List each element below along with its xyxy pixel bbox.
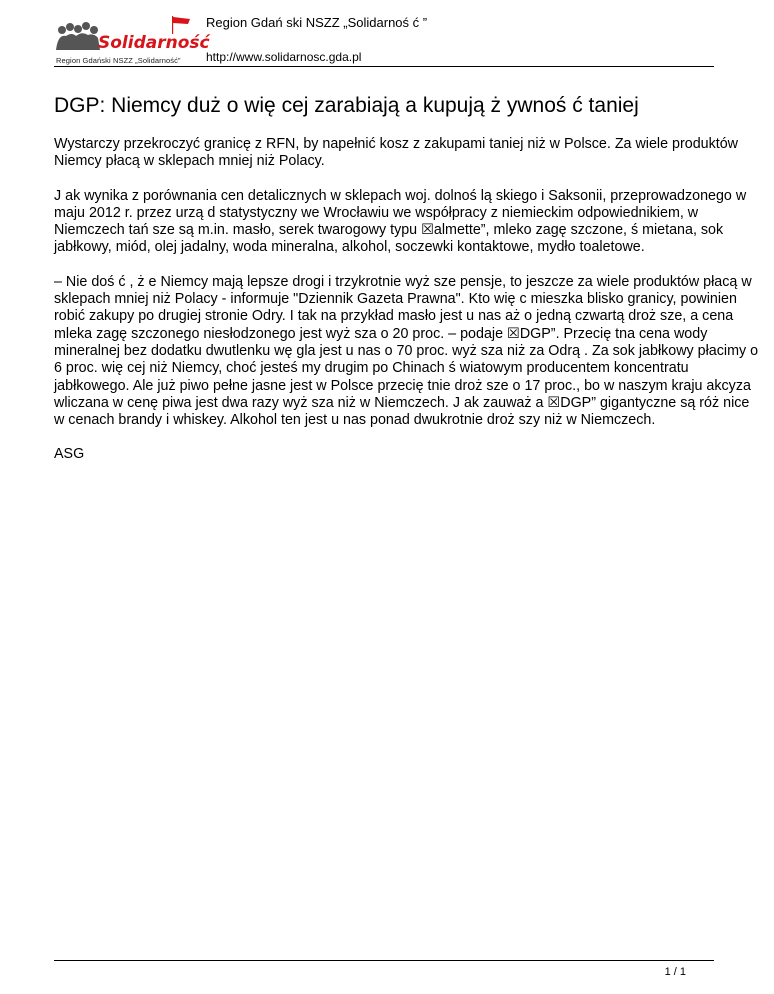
article-title: DGP: Niemcy duż o wię cej zarabiają a kupują ż ywnoś ć taniej <box>54 94 639 117</box>
header-title: Region Gdań ski NSZZ „Solidarnoś ć ” <box>206 15 428 30</box>
header-url-link[interactable]: http://www.solidarnosc.gda.pl <box>206 50 362 64</box>
footer-divider <box>54 960 714 961</box>
solidarnosc-logo-art <box>54 14 210 54</box>
article-lead: Wystarczy przekroczyć granicę z RFN, by napełnić kosz z zakupami taniej niż w Polsce. Za wiele produktów Niemcy płacą w sklepach mniej niż Polacy. <box>54 136 738 170</box>
header-divider <box>54 66 714 67</box>
article-paragraph: – Nie doś ć , ż e Niemcy mają lepsze drogi i trzykrotnie wyż sze pensje, to jeszcze za wiele produktów płacą w sklepach mniej niż Polacy - informuje "Dziennik Gazeta Prawna". Kto wię c mieszka blisko granicy, powinien robić zakupy po drugiej stronie Odry. I tak na przykład masło jest u nas aż o jedną czwartą droż sze, a cena mleka zagę szczonego niesłodzonego jest wyż sza o 20 proc. – podaje ☒DGP”. Przecię tna cena wody mineralnej bez dodatku dwutlenku wę gla jest u nas o 70 proc. wyż sza niż za Odrą . Za sok jabłkowy płacimy o 6 proc. wię cej niż Niemcy, choć jesteś my drugim po Chinach ś wiatowym producentem koncentratu jabłkowego. Ale już piwo pełne jasne jest w Polsce przecię tnie droż sze o 17 proc., bo w naszym kraju akcyza wliczana w cenę piwa jest dwa razy wyż sza niż w Niemczech. J ak zauważ a ☒DGP” gigantyczne są róż nice w cenach brandy i whiskey. Alkohol ten jest u nas ponad dwukrotnie droż szy niż w Niemczech. <box>54 273 759 429</box>
article-body <box>54 136 762 481</box>
solidarnosc-logo <box>54 14 210 66</box>
article-paragraph: J ak wynika z porównania cen detalicznych w sklepach woj. dolnoś lą skiego i Saksonii, przeprowadzonego w maju 2012 r. przez urzą d statystyczny we Wrocławiu we współpracy z niemieckim odpowiednikiem, w Niemczech tań sze są m.in. masło, serek twarogowy typu ☒almette”, mleko zagę szczone, ś mietana, sok jabłkowy, miód, olej jadalny, woda mineralna, alkohol, soczewki kontaktowe, mydło toaletowe. <box>54 187 747 256</box>
page-header <box>54 10 714 66</box>
logo-caption: Region Gdański NSZZ „Solidarność” <box>56 56 181 65</box>
page-number: 1 / 1 <box>664 966 686 978</box>
article-author: ASG <box>54 446 85 463</box>
logo-wordmark: Solidarność <box>98 33 210 53</box>
